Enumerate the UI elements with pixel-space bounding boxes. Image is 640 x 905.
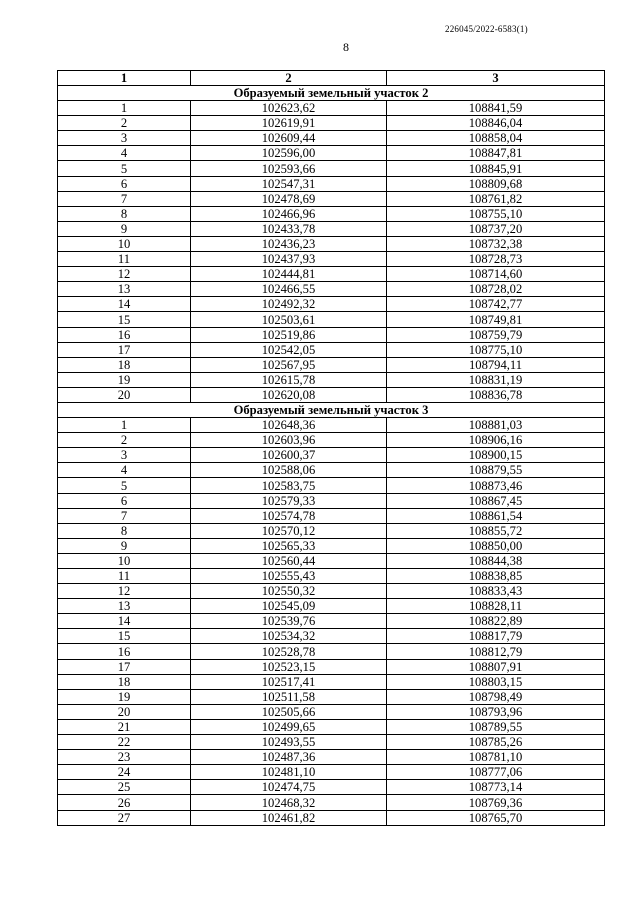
table-row xyxy=(58,101,605,116)
table-header-row xyxy=(58,71,605,86)
table-row xyxy=(58,478,605,493)
coordinate-x-cell: 102600,37 xyxy=(191,448,387,463)
coordinate-y-cell: 108867,45 xyxy=(387,493,605,508)
coordinate-x-cell: 102466,55 xyxy=(191,282,387,297)
table-row xyxy=(58,810,605,825)
section-title: Образуемый земельный участок 3 xyxy=(58,402,605,417)
table-row xyxy=(58,206,605,221)
table-row xyxy=(58,659,605,674)
coordinate-x-cell: 102437,93 xyxy=(191,252,387,267)
coordinate-x-cell: 102519,86 xyxy=(191,327,387,342)
table-row xyxy=(58,584,605,599)
coordinate-y-cell: 108846,04 xyxy=(387,116,605,131)
point-number-cell: 12 xyxy=(58,584,191,599)
coordinate-y-cell: 108841,59 xyxy=(387,101,605,116)
coordinate-y-cell: 108789,55 xyxy=(387,719,605,734)
point-number-cell: 21 xyxy=(58,719,191,734)
table-row xyxy=(58,523,605,538)
coordinate-x-cell: 102542,05 xyxy=(191,342,387,357)
table-row xyxy=(58,191,605,206)
column-header: 2 xyxy=(191,71,387,86)
coordinate-y-cell: 108777,06 xyxy=(387,765,605,780)
coordinate-y-cell: 108881,03 xyxy=(387,418,605,433)
point-number-cell: 16 xyxy=(58,644,191,659)
coordinate-x-cell: 102623,62 xyxy=(191,101,387,116)
coordinate-x-cell: 102481,10 xyxy=(191,765,387,780)
coordinate-y-cell: 108836,78 xyxy=(387,387,605,402)
coordinate-y-cell: 108732,38 xyxy=(387,236,605,251)
point-number-cell: 3 xyxy=(58,131,191,146)
coordinate-y-cell: 108879,55 xyxy=(387,463,605,478)
table-row xyxy=(58,674,605,689)
column-header: 1 xyxy=(58,71,191,86)
table-row xyxy=(58,569,605,584)
section-title-row xyxy=(58,86,605,101)
coordinate-y-cell: 108809,68 xyxy=(387,176,605,191)
point-number-cell: 14 xyxy=(58,614,191,629)
table-row xyxy=(58,327,605,342)
coordinate-y-cell: 108906,16 xyxy=(387,433,605,448)
point-number-cell: 5 xyxy=(58,161,191,176)
table-row xyxy=(58,704,605,719)
table-row xyxy=(58,131,605,146)
point-number-cell: 24 xyxy=(58,765,191,780)
coordinate-x-cell: 102596,00 xyxy=(191,146,387,161)
point-number-cell: 5 xyxy=(58,478,191,493)
point-number-cell: 20 xyxy=(58,387,191,402)
table-row xyxy=(58,146,605,161)
coordinate-y-cell: 108858,04 xyxy=(387,131,605,146)
table-row xyxy=(58,508,605,523)
coordinate-y-cell: 108737,20 xyxy=(387,221,605,236)
table-row xyxy=(58,750,605,765)
coordinate-y-cell: 108749,81 xyxy=(387,312,605,327)
coordinate-x-cell: 102436,23 xyxy=(191,236,387,251)
coordinate-x-cell: 102547,31 xyxy=(191,176,387,191)
point-number-cell: 3 xyxy=(58,448,191,463)
coordinate-y-cell: 108833,43 xyxy=(387,584,605,599)
coordinate-x-cell: 102493,55 xyxy=(191,735,387,750)
table-row xyxy=(58,644,605,659)
coordinate-x-cell: 102615,78 xyxy=(191,372,387,387)
point-number-cell: 25 xyxy=(58,780,191,795)
coordinates-table-body xyxy=(58,71,605,826)
point-number-cell: 17 xyxy=(58,342,191,357)
point-number-cell: 22 xyxy=(58,735,191,750)
coordinate-y-cell: 108765,70 xyxy=(387,810,605,825)
table-row xyxy=(58,357,605,372)
coordinate-x-cell: 102539,76 xyxy=(191,614,387,629)
coordinate-x-cell: 102565,33 xyxy=(191,538,387,553)
point-number-cell: 2 xyxy=(58,433,191,448)
coordinate-y-cell: 108845,91 xyxy=(387,161,605,176)
table-row xyxy=(58,795,605,810)
coordinate-y-cell: 108785,26 xyxy=(387,735,605,750)
point-number-cell: 7 xyxy=(58,508,191,523)
table-row xyxy=(58,433,605,448)
coordinate-x-cell: 102534,32 xyxy=(191,629,387,644)
table-row xyxy=(58,599,605,614)
point-number-cell: 26 xyxy=(58,795,191,810)
coordinate-y-cell: 108855,72 xyxy=(387,523,605,538)
point-number-cell: 18 xyxy=(58,357,191,372)
coordinate-x-cell: 102461,82 xyxy=(191,810,387,825)
coordinate-x-cell: 102550,32 xyxy=(191,584,387,599)
coordinate-x-cell: 102528,78 xyxy=(191,644,387,659)
coordinate-x-cell: 102567,95 xyxy=(191,357,387,372)
point-number-cell: 6 xyxy=(58,493,191,508)
table-row xyxy=(58,221,605,236)
coordinate-y-cell: 108817,79 xyxy=(387,629,605,644)
point-number-cell: 23 xyxy=(58,750,191,765)
point-number-cell: 9 xyxy=(58,221,191,236)
point-number-cell: 12 xyxy=(58,267,191,282)
table-row xyxy=(58,493,605,508)
coordinate-x-cell: 102579,33 xyxy=(191,493,387,508)
point-number-cell: 14 xyxy=(58,297,191,312)
coordinate-y-cell: 108794,11 xyxy=(387,357,605,372)
coordinate-x-cell: 102499,65 xyxy=(191,719,387,734)
coordinate-x-cell: 102609,44 xyxy=(191,131,387,146)
coordinate-y-cell: 108773,14 xyxy=(387,780,605,795)
coordinate-x-cell: 102588,06 xyxy=(191,463,387,478)
coordinate-y-cell: 108831,19 xyxy=(387,372,605,387)
coordinate-y-cell: 108769,36 xyxy=(387,795,605,810)
coordinates-table xyxy=(57,70,605,826)
table-row xyxy=(58,116,605,131)
coordinate-x-cell: 102511,58 xyxy=(191,689,387,704)
point-number-cell: 13 xyxy=(58,282,191,297)
point-number-cell: 18 xyxy=(58,674,191,689)
table-row xyxy=(58,176,605,191)
point-number-cell: 17 xyxy=(58,659,191,674)
coordinate-x-cell: 102503,61 xyxy=(191,312,387,327)
coordinate-y-cell: 108742,77 xyxy=(387,297,605,312)
coordinate-x-cell: 102478,69 xyxy=(191,191,387,206)
coordinate-x-cell: 102487,36 xyxy=(191,750,387,765)
point-number-cell: 1 xyxy=(58,101,191,116)
coordinate-y-cell: 108714,60 xyxy=(387,267,605,282)
table-row xyxy=(58,463,605,478)
coordinate-y-cell: 108728,73 xyxy=(387,252,605,267)
table-row xyxy=(58,629,605,644)
point-number-cell: 9 xyxy=(58,538,191,553)
table-row xyxy=(58,312,605,327)
table-row xyxy=(58,689,605,704)
point-number-cell: 8 xyxy=(58,206,191,221)
coordinate-x-cell: 102466,96 xyxy=(191,206,387,221)
table-row xyxy=(58,553,605,568)
point-number-cell: 7 xyxy=(58,191,191,206)
table-row xyxy=(58,765,605,780)
table-row xyxy=(58,735,605,750)
coordinate-y-cell: 108850,00 xyxy=(387,538,605,553)
coordinate-y-cell: 108838,85 xyxy=(387,569,605,584)
section-title-row xyxy=(58,402,605,417)
coordinate-y-cell: 108761,82 xyxy=(387,191,605,206)
coordinate-y-cell: 108755,10 xyxy=(387,206,605,221)
table-row xyxy=(58,161,605,176)
coordinate-x-cell: 102583,75 xyxy=(191,478,387,493)
coordinate-x-cell: 102444,81 xyxy=(191,267,387,282)
coordinate-x-cell: 102593,66 xyxy=(191,161,387,176)
coordinate-x-cell: 102523,15 xyxy=(191,659,387,674)
point-number-cell: 2 xyxy=(58,116,191,131)
point-number-cell: 13 xyxy=(58,599,191,614)
coordinate-y-cell: 108847,81 xyxy=(387,146,605,161)
coordinate-y-cell: 108798,49 xyxy=(387,689,605,704)
table-row xyxy=(58,418,605,433)
coordinate-y-cell: 108775,10 xyxy=(387,342,605,357)
coordinate-x-cell: 102517,41 xyxy=(191,674,387,689)
coordinate-y-cell: 108812,79 xyxy=(387,644,605,659)
coordinate-y-cell: 108759,79 xyxy=(387,327,605,342)
coordinate-x-cell: 102468,32 xyxy=(191,795,387,810)
point-number-cell: 27 xyxy=(58,810,191,825)
coordinate-x-cell: 102505,66 xyxy=(191,704,387,719)
coordinate-y-cell: 108844,38 xyxy=(387,553,605,568)
coordinate-x-cell: 102570,12 xyxy=(191,523,387,538)
table-row xyxy=(58,236,605,251)
coordinate-y-cell: 108781,10 xyxy=(387,750,605,765)
table-row xyxy=(58,387,605,402)
coordinate-y-cell: 108861,54 xyxy=(387,508,605,523)
coordinate-x-cell: 102619,91 xyxy=(191,116,387,131)
table-row xyxy=(58,342,605,357)
point-number-cell: 19 xyxy=(58,689,191,704)
table-row xyxy=(58,614,605,629)
table-row xyxy=(58,780,605,795)
coordinate-y-cell: 108793,96 xyxy=(387,704,605,719)
section-title: Образуемый земельный участок 2 xyxy=(58,86,605,101)
page-number: 8 xyxy=(343,40,349,54)
point-number-cell: 8 xyxy=(58,523,191,538)
point-number-cell: 16 xyxy=(58,327,191,342)
coordinate-x-cell: 102492,32 xyxy=(191,297,387,312)
coordinate-x-cell: 102433,78 xyxy=(191,221,387,236)
point-number-cell: 11 xyxy=(58,252,191,267)
table-row xyxy=(58,297,605,312)
coordinate-y-cell: 108728,02 xyxy=(387,282,605,297)
coordinate-x-cell: 102574,78 xyxy=(191,508,387,523)
table-row xyxy=(58,252,605,267)
coordinate-y-cell: 108807,91 xyxy=(387,659,605,674)
point-number-cell: 1 xyxy=(58,418,191,433)
point-number-cell: 11 xyxy=(58,569,191,584)
coordinate-x-cell: 102474,75 xyxy=(191,780,387,795)
coordinate-y-cell: 108900,15 xyxy=(387,448,605,463)
point-number-cell: 10 xyxy=(58,553,191,568)
coordinate-x-cell: 102560,44 xyxy=(191,553,387,568)
coordinate-x-cell: 102620,08 xyxy=(191,387,387,402)
coordinate-x-cell: 102648,36 xyxy=(191,418,387,433)
coordinate-y-cell: 108873,46 xyxy=(387,478,605,493)
point-number-cell: 15 xyxy=(58,312,191,327)
table-row xyxy=(58,372,605,387)
table-row xyxy=(58,538,605,553)
table-row xyxy=(58,267,605,282)
point-number-cell: 15 xyxy=(58,629,191,644)
coordinate-y-cell: 108803,15 xyxy=(387,674,605,689)
document-id: 226045/2022-6583(1) xyxy=(445,24,528,34)
column-header: 3 xyxy=(387,71,605,86)
coordinate-y-cell: 108828,11 xyxy=(387,599,605,614)
coordinate-x-cell: 102545,09 xyxy=(191,599,387,614)
table-row xyxy=(58,282,605,297)
point-number-cell: 4 xyxy=(58,463,191,478)
table-row xyxy=(58,448,605,463)
point-number-cell: 6 xyxy=(58,176,191,191)
point-number-cell: 19 xyxy=(58,372,191,387)
coordinate-x-cell: 102603,96 xyxy=(191,433,387,448)
coordinate-x-cell: 102555,43 xyxy=(191,569,387,584)
point-number-cell: 10 xyxy=(58,236,191,251)
point-number-cell: 4 xyxy=(58,146,191,161)
coordinate-y-cell: 108822,89 xyxy=(387,614,605,629)
table-row xyxy=(58,719,605,734)
point-number-cell: 20 xyxy=(58,704,191,719)
